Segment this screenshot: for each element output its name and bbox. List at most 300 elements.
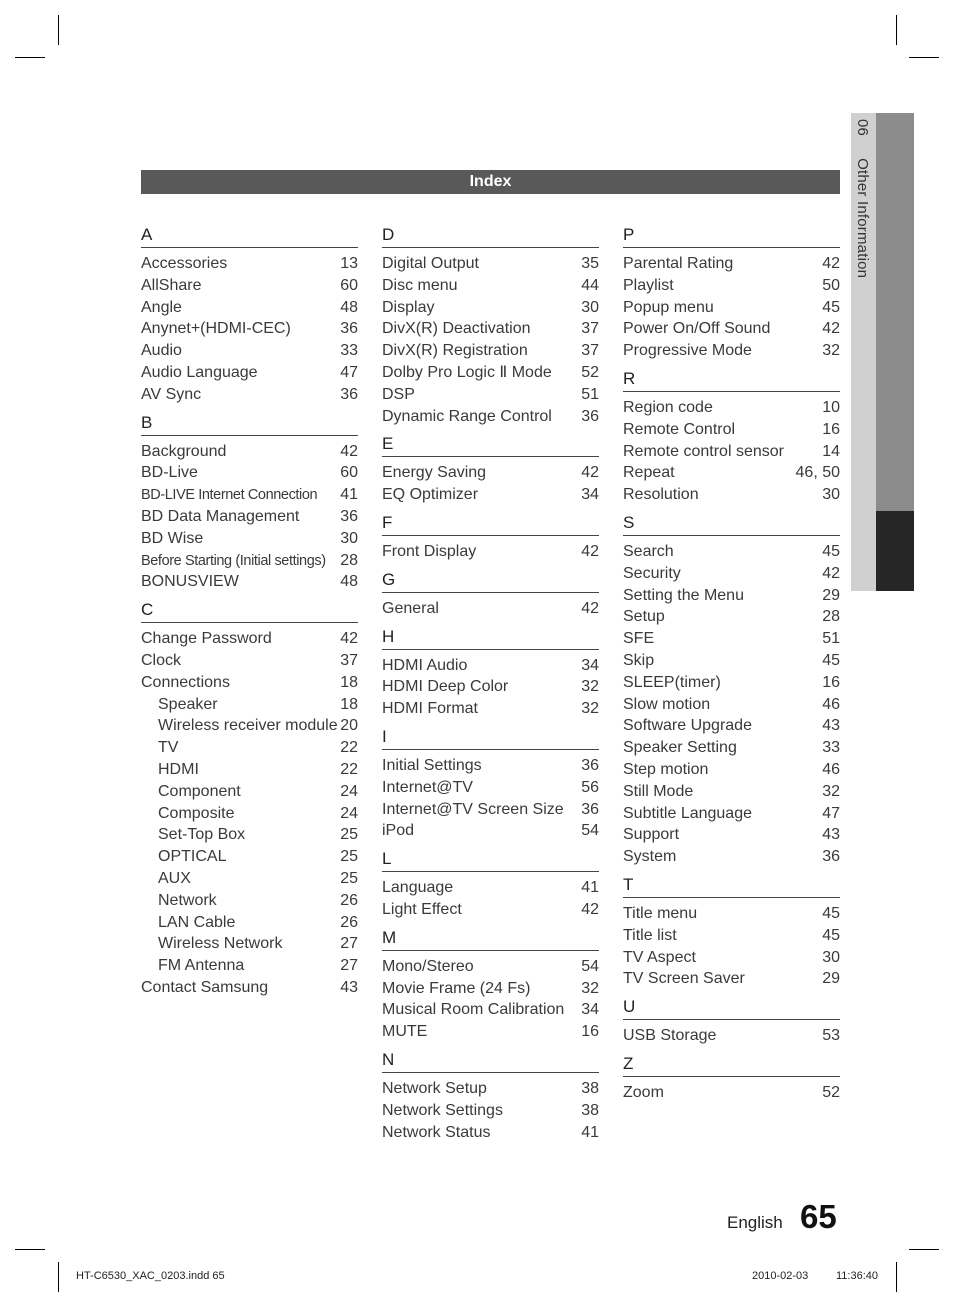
side-tab-label: [854, 119, 871, 278]
entry-page: 32: [581, 979, 599, 997]
index-entry: [382, 877, 599, 899]
entry-page: 47: [822, 804, 840, 822]
entry-term: TV Screen Saver: [623, 970, 745, 988]
crop-mark: [896, 15, 897, 45]
index-entry: [623, 462, 840, 484]
index-entry: [382, 755, 599, 777]
entry-term: AUX: [158, 869, 191, 887]
entry-term: Contact Samsung: [141, 978, 269, 996]
index-entry: [382, 362, 599, 384]
index-entry: [623, 824, 840, 846]
entry-term: Network: [158, 891, 217, 909]
entry-term: BD-Live: [141, 464, 198, 482]
entry-page: 45: [822, 298, 840, 316]
section-letter: D: [382, 222, 599, 248]
entry-page: 45: [822, 651, 840, 669]
print-slug-date: 2010-02-03: [752, 1270, 809, 1282]
entry-term: Skip: [623, 651, 655, 669]
entry-page: 26: [340, 913, 358, 931]
entry-page: 33: [822, 739, 840, 757]
entry-page: 25: [340, 848, 358, 866]
index-entry: [141, 781, 358, 803]
entry-page: 24: [340, 804, 358, 822]
entry-term: Zoom: [623, 1083, 664, 1101]
index-entry: [623, 803, 840, 825]
index-entry: [141, 384, 358, 406]
entry-page: 30: [822, 948, 840, 966]
entry-page: 51: [822, 630, 840, 648]
index-entry: [141, 912, 358, 934]
chapter-number: 06: [854, 119, 871, 137]
entry-term: OPTICAL: [158, 848, 227, 866]
crop-mark: [909, 1249, 939, 1250]
entry-term: Display: [382, 298, 435, 316]
entry-term: Still Mode: [623, 782, 694, 800]
index-column-1: [141, 222, 358, 1003]
entry-term: Anynet+(HDMI-CEC): [141, 320, 291, 338]
entry-term: BD-LIVE Internet Connection: [141, 487, 318, 504]
section-letter: P: [623, 222, 840, 248]
entry-page: 22: [340, 760, 358, 778]
index-entry: [141, 715, 358, 737]
index-entry: [623, 563, 840, 585]
index-section-c: [141, 597, 358, 999]
index-entry: [382, 297, 599, 319]
index-entry: [141, 362, 358, 384]
index-section-i: [382, 724, 599, 842]
entry-page: 42: [340, 442, 358, 460]
entry-term: SFE: [623, 630, 655, 648]
entry-page: 34: [581, 1001, 599, 1019]
entry-page: 36: [340, 320, 358, 338]
index-entry: [382, 1021, 599, 1043]
entry-page: 30: [822, 486, 840, 504]
entry-term: Initial Settings: [382, 756, 482, 774]
index-section-z: [623, 1051, 840, 1104]
index-entry: [623, 606, 840, 628]
section-letter: G: [382, 567, 599, 593]
entry-page: 26: [340, 891, 358, 909]
entry-page: 42: [581, 542, 599, 560]
index-entry: [141, 462, 358, 484]
index-entry: [141, 506, 358, 528]
index-section-s: [623, 510, 840, 868]
entry-term: Title list: [623, 926, 677, 944]
entry-term: AllShare: [141, 276, 202, 294]
index-entry: [382, 1100, 599, 1122]
entry-term: System: [623, 848, 677, 866]
index-entry: [382, 676, 599, 698]
entry-term: Security: [623, 564, 681, 582]
index-entry: [623, 253, 840, 275]
index-section-h: [382, 624, 599, 720]
entry-page: 37: [581, 342, 599, 360]
footer-language: English: [727, 1213, 783, 1232]
index-entry: [623, 297, 840, 319]
index-entry: [623, 318, 840, 340]
index-section-t: [623, 872, 840, 990]
entry-page: 41: [340, 486, 358, 504]
entry-page: 38: [581, 1079, 599, 1097]
entry-term: Network Setup: [382, 1079, 487, 1097]
chapter-side-tab: [851, 113, 914, 591]
entry-page: 50: [822, 276, 840, 294]
index-entry: [623, 585, 840, 607]
entry-page: 34: [581, 656, 599, 674]
entry-page: 36: [581, 407, 599, 425]
entry-page: 25: [340, 869, 358, 887]
entry-term: Change Password: [141, 630, 272, 648]
entry-term: Playlist: [623, 276, 674, 294]
entry-page: 45: [822, 542, 840, 560]
entry-page: 29: [822, 970, 840, 988]
entry-page: 42: [581, 900, 599, 918]
entry-page: 33: [340, 342, 358, 360]
entry-term: HDMI Deep Color: [382, 678, 509, 696]
entry-term: HDMI Format: [382, 700, 478, 718]
entry-term: DivX(R) Deactivation: [382, 320, 531, 338]
entry-term: Component: [158, 782, 241, 800]
index-entry: [382, 698, 599, 720]
entry-term: Popup menu: [623, 298, 714, 316]
entry-term: Network Status: [382, 1123, 491, 1141]
entry-page: 32: [822, 782, 840, 800]
entry-page: 54: [581, 822, 599, 840]
entry-term: Setup: [623, 608, 665, 626]
entry-term: Wireless Network: [158, 935, 283, 953]
entry-page: 10: [822, 398, 840, 416]
entry-term: MUTE: [382, 1023, 428, 1041]
entry-term: Dynamic Range Control: [382, 407, 552, 425]
entry-page: 34: [581, 486, 599, 504]
entry-page: 42: [581, 599, 599, 617]
entry-page: 51: [581, 385, 599, 403]
section-letter: H: [382, 624, 599, 650]
entry-term: Dolby Pro Logic Ⅱ Mode: [382, 363, 552, 381]
entry-page: 42: [340, 630, 358, 648]
index-section-f: [382, 510, 599, 563]
index-entry: [382, 384, 599, 406]
entry-term: Parental Rating: [623, 255, 734, 272]
entry-term: Light Effect: [382, 900, 462, 918]
entry-term: Composite: [158, 804, 235, 822]
index-section-r: [623, 366, 840, 506]
section-letter: Z: [623, 1051, 840, 1077]
index-entry: [623, 1082, 840, 1104]
entry-page: 43: [822, 717, 840, 735]
entry-term: Speaker: [158, 695, 218, 713]
entry-page: 36: [340, 507, 358, 525]
entry-term: Digital Output: [382, 255, 479, 272]
index-entry: [623, 397, 840, 419]
entry-term: Accessories: [141, 255, 228, 272]
index-entry: [623, 340, 840, 362]
index-entry: [141, 933, 358, 955]
index-entry: [382, 340, 599, 362]
entry-term: Slow motion: [623, 695, 711, 713]
entry-page: 36: [581, 800, 599, 818]
index-entry: [141, 550, 358, 572]
section-letter: U: [623, 994, 840, 1020]
entry-page: 42: [822, 320, 840, 338]
index-entry: [141, 694, 358, 716]
entry-page: 27: [340, 935, 358, 953]
index-entry: [623, 419, 840, 441]
entry-page: 35: [581, 255, 599, 272]
index-entry: [623, 650, 840, 672]
entry-term: General: [382, 599, 439, 617]
entry-term: HDMI: [158, 760, 199, 778]
entry-page: 13: [340, 255, 358, 272]
index-entry: [623, 484, 840, 506]
crop-mark: [909, 57, 939, 58]
index-entry: [141, 650, 358, 672]
entry-term: Step motion: [623, 760, 709, 778]
index-entry: [382, 541, 599, 563]
entry-page: 52: [581, 363, 599, 381]
entry-term: BD Wise: [141, 529, 204, 547]
entry-term: Audio: [141, 342, 182, 360]
entry-page: 41: [581, 1123, 599, 1141]
entry-page: 28: [340, 551, 358, 569]
index-section-p: [623, 222, 840, 362]
index-entry: [623, 846, 840, 868]
index-section-l: [382, 846, 599, 921]
entry-page: 16: [581, 1023, 599, 1041]
section-letter: A: [141, 222, 358, 248]
entry-page: 24: [340, 782, 358, 800]
index-entry: [623, 715, 840, 737]
entry-page: 46: [822, 760, 840, 778]
entry-page: 32: [581, 678, 599, 696]
entry-term: DivX(R) Registration: [382, 342, 528, 360]
entry-term: TV Aspect: [623, 948, 696, 966]
entry-page: 52: [822, 1083, 840, 1101]
index-entry: [141, 571, 358, 593]
print-slug-file: HT-C6530_XAC_0203.indd 65: [76, 1270, 225, 1282]
entry-term: Title menu: [623, 904, 698, 922]
section-letter: R: [623, 366, 840, 392]
index-entry: [141, 955, 358, 977]
index-section-m: [382, 925, 599, 1043]
index-entry: [382, 799, 599, 821]
index-entry: [141, 628, 358, 650]
index-entry: [141, 868, 358, 890]
side-tab-mid: [876, 113, 914, 511]
crop-mark: [58, 1262, 59, 1292]
index-entry: [382, 1122, 599, 1144]
entry-page: 48: [340, 573, 358, 591]
entry-term: Movie Frame (24 Fs): [382, 979, 531, 997]
page-title: Index: [141, 170, 840, 194]
index-column-3: [623, 222, 840, 1108]
index-entry: [623, 1025, 840, 1047]
index-entry: [623, 275, 840, 297]
entry-page: 43: [822, 826, 840, 844]
entry-page: 46, 50: [795, 464, 840, 482]
entry-term: Background: [141, 442, 227, 460]
index-entry: [141, 340, 358, 362]
entry-term: FM Antenna: [158, 957, 245, 975]
entry-term: LAN Cable: [158, 913, 236, 931]
entry-page: 36: [340, 385, 358, 403]
entry-term: Energy Saving: [382, 464, 487, 482]
section-letter: E: [382, 431, 599, 457]
entry-term: Remote Control: [623, 420, 736, 438]
section-letter: F: [382, 510, 599, 536]
index-entry: [141, 977, 358, 999]
index-entry: [141, 846, 358, 868]
entry-page: 36: [581, 756, 599, 774]
entry-page: 28: [822, 608, 840, 626]
entry-page: 20: [340, 717, 358, 735]
index-entry: [623, 947, 840, 969]
entry-term: Region code: [623, 398, 713, 416]
section-letter: T: [623, 872, 840, 898]
entry-page: 48: [340, 298, 358, 316]
entry-page: 44: [581, 276, 599, 294]
entry-page: 27: [340, 957, 358, 975]
entry-page: 43: [340, 978, 358, 996]
entry-term: Support: [623, 826, 680, 844]
section-letter: L: [382, 846, 599, 872]
entry-term: BD Data Management: [141, 507, 300, 525]
section-letter: B: [141, 410, 358, 436]
entry-page: 22: [340, 739, 358, 757]
print-slug-time: 11:36:40: [836, 1270, 879, 1282]
entry-term: Setting the Menu: [623, 586, 744, 604]
index-entry: [382, 999, 599, 1021]
entry-term: Mono/Stereo: [382, 957, 474, 975]
side-tab-marker: [876, 511, 914, 591]
entry-page: 47: [340, 363, 358, 381]
entry-term: Network Settings: [382, 1101, 503, 1119]
index-section-u: [623, 994, 840, 1047]
entry-term: Subtitle Language: [623, 804, 752, 822]
entry-term: EQ Optimizer: [382, 486, 479, 504]
index-entry: [382, 318, 599, 340]
index-entry: [382, 462, 599, 484]
section-letter: M: [382, 925, 599, 951]
index-entry: [623, 628, 840, 650]
entry-term: Musical Room Calibration: [382, 1001, 565, 1019]
entry-term: Remote control sensor: [623, 442, 784, 460]
index-entry: [141, 253, 358, 275]
index-entry: [141, 484, 358, 506]
entry-term: HDMI Audio: [382, 656, 468, 674]
entry-page: 14: [822, 442, 840, 460]
entry-page: 32: [581, 700, 599, 718]
index-entry: [623, 925, 840, 947]
index-section-n: [382, 1047, 599, 1143]
index-section-e: [382, 431, 599, 506]
entry-page: 60: [340, 464, 358, 482]
entry-term: SLEEP(timer): [623, 673, 721, 691]
entry-term: Resolution: [623, 486, 699, 504]
entry-page: 38: [581, 1101, 599, 1119]
entry-page: 36: [822, 848, 840, 866]
entry-term: Wireless receiver module: [158, 717, 338, 735]
entry-page: 60: [340, 276, 358, 294]
entry-term: Repeat: [623, 464, 675, 482]
entry-page: 53: [822, 1027, 840, 1045]
entry-term: USB Storage: [623, 1027, 717, 1045]
entry-term: Internet@TV: [382, 778, 473, 796]
entry-page: 56: [581, 778, 599, 796]
index-entry: [382, 1078, 599, 1100]
index-entry: [382, 655, 599, 677]
entry-page: 46: [822, 695, 840, 713]
entry-page: 32: [822, 342, 840, 360]
entry-term: TV: [158, 739, 179, 757]
index-entry: [141, 803, 358, 825]
entry-page: 41: [581, 879, 599, 897]
index-entry: [141, 441, 358, 463]
entry-term: Speaker Setting: [623, 739, 737, 757]
entry-page: 37: [581, 320, 599, 338]
entry-page: 30: [581, 298, 599, 316]
index-entry: [141, 275, 358, 297]
entry-page: 25: [340, 826, 358, 844]
index-entry: [141, 890, 358, 912]
chapter-title: Other Information: [854, 158, 871, 279]
entry-page: 37: [340, 651, 358, 669]
entry-term: DSP: [382, 385, 415, 403]
index-entry: [623, 968, 840, 990]
entry-page: 18: [340, 695, 358, 713]
section-letter: N: [382, 1047, 599, 1073]
crop-mark: [15, 1249, 45, 1250]
entry-term: Power On/Off Sound: [623, 320, 771, 338]
index-entry: [141, 759, 358, 781]
index-entry: [382, 484, 599, 506]
index-entry: [623, 737, 840, 759]
index-entry: [382, 777, 599, 799]
index-section-b: [141, 410, 358, 594]
entry-term: Clock: [141, 651, 182, 669]
section-letter: I: [382, 724, 599, 750]
index-section-g: [382, 567, 599, 620]
index-entry: [623, 759, 840, 781]
index-entry: [623, 903, 840, 925]
index-section-a: [141, 222, 358, 406]
index-entry: [382, 253, 599, 275]
entry-term: Disc menu: [382, 276, 458, 294]
entry-page: 42: [822, 564, 840, 582]
entry-term: iPod: [382, 822, 415, 840]
entry-term: Angle: [141, 298, 182, 316]
section-letter: C: [141, 597, 358, 623]
entry-page: 30: [340, 529, 358, 547]
entry-page: 29: [822, 586, 840, 604]
index-entry: [141, 318, 358, 340]
entry-page: 45: [822, 904, 840, 922]
crop-mark: [15, 57, 45, 58]
entry-term: Language: [382, 879, 454, 897]
entry-term: Search: [623, 542, 674, 560]
index-entry: [382, 275, 599, 297]
index-entry: [141, 672, 358, 694]
index-entry: [141, 824, 358, 846]
entry-term: Before Starting (Initial settings): [141, 552, 326, 569]
crop-mark: [896, 1262, 897, 1292]
entry-term: Audio Language: [141, 363, 258, 381]
index-entry: [382, 978, 599, 1000]
entry-term: Front Display: [382, 542, 477, 560]
entry-term: Internet@TV Screen Size: [382, 800, 564, 818]
section-letter: S: [623, 510, 840, 536]
index-entry: [141, 297, 358, 319]
